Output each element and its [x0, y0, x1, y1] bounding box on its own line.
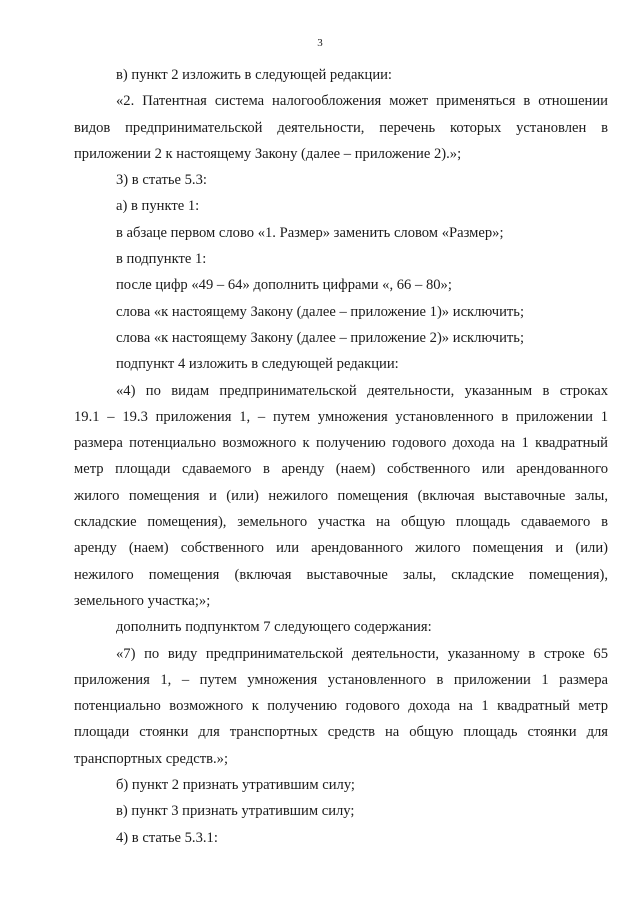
text-line: аренду (наем) собственного или арендованного жилого помещения и (или) — [74, 540, 608, 557]
text-line: видов предпринимательской деятельности, перечень которых установлен в — [74, 119, 608, 136]
text-line: жилого помещения и (или) нежилого помещения (включая выставочные залы, — [74, 487, 608, 504]
text-line: складские помещения), земельного участка на общую площадь сдаваемого в — [74, 514, 608, 531]
text-line: площади стоянки для транспортных средств на общую площадь стоянки для — [74, 724, 608, 741]
text-line: в) пункт 2 изложить в следующей редакции: — [116, 67, 392, 83]
text-line: «7) по виду предпринимательской деятельности, указанному в строке 65 — [116, 645, 608, 662]
text-line: «2. Патентная система налогообложения может применяться в отношении — [116, 93, 608, 110]
text-line: в подпункте 1: — [116, 251, 207, 268]
text-line: метр площади сдаваемого в аренду (наем) собственного или арендованного — [74, 461, 608, 478]
text-line: транспортных средств.»; — [74, 750, 228, 767]
text-line: приложении 2 к настоящему Закону (далее – приложение 2).»; — [74, 145, 462, 162]
text-line: 3) в статье 5.3: — [116, 172, 207, 189]
document-body — [74, 62, 608, 851]
text-line: 19.1 – 19.3 приложения 1, – путем умножения установленного в приложении 1 — [74, 408, 608, 425]
text-line: после цифр «49 – 64» дополнить цифрами «, 66 – 80»; — [116, 277, 452, 294]
text-line: нежилого помещения (включая выставочные залы, складские помещения), — [74, 566, 608, 583]
text-line: слова «к настоящему Закону (далее – приложение 2)» исключить; — [116, 329, 524, 346]
text-line: б) пункт 2 признать утратившим силу; — [116, 777, 355, 794]
page-number: 3 — [317, 37, 323, 49]
text-line: 4) в статье 5.3.1: — [116, 829, 218, 846]
text-line: слова «к настоящему Закону (далее – приложение 1)» исключить; — [116, 303, 524, 320]
text-line: а) в пункте 1: — [116, 198, 200, 215]
text-line: подпункт 4 изложить в следующей редакции: — [116, 356, 399, 373]
text-line: в абзаце первом слово «1. Размер» заменить словом «Размер»; — [116, 224, 504, 241]
text-line: «4) по видам предпринимательской деятельности, указанным в строках — [116, 382, 608, 399]
text-line: потенциально возможного к получению годового дохода на 1 квадратный метр — [74, 698, 608, 715]
text-line: дополнить подпунктом 7 следующего содержания: — [116, 619, 432, 636]
text-line: приложения 1, – путем умножения установленного в приложении 1 размера — [74, 671, 608, 688]
text-line: земельного участка;»; — [74, 592, 211, 609]
text-line: в) пункт 3 признать утратившим силу; — [116, 803, 355, 820]
text-line: размера потенциально возможного к получению годового дохода на 1 квадратный — [74, 435, 608, 452]
